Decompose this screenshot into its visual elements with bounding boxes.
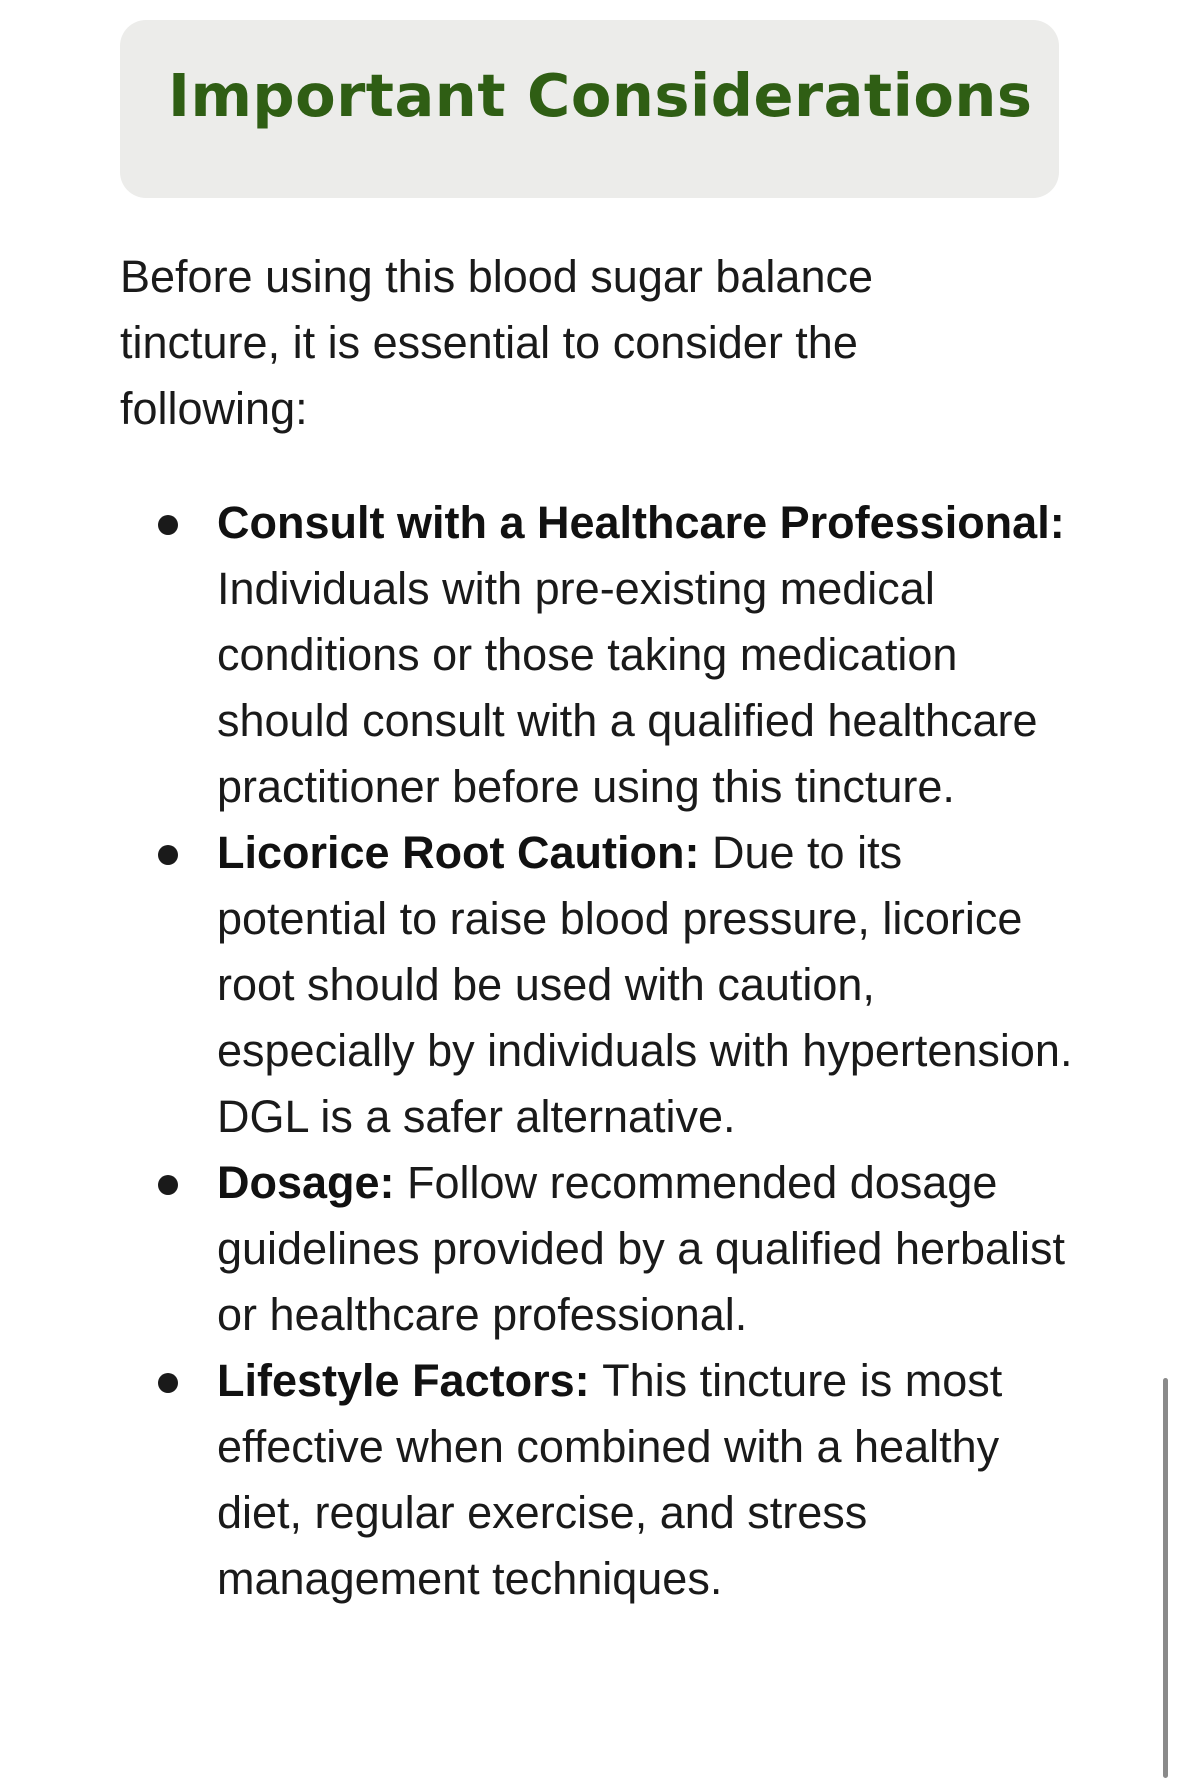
item-term: Lifestyle Factors:: [217, 1355, 603, 1406]
item-description: Due to its potential to raise blood pressure, licorice root should be used with caution, especially by individuals with hypertension. DGL is a safer alternative.: [217, 827, 1073, 1142]
bullet-icon: [158, 515, 178, 535]
item-description: This tincture is most effective when combined with a healthy diet, regular exercise, and stress management techniques.: [217, 1355, 1003, 1604]
bullet-icon: [158, 1373, 178, 1393]
item-term: Dosage:: [217, 1157, 408, 1208]
bullet-icon: [158, 845, 178, 865]
item-term: Licorice Root Caution:: [217, 827, 712, 878]
item-term: Consult with a Healthcare Professional:: [217, 497, 1065, 548]
scrollbar-thumb[interactable]: [1163, 1378, 1168, 1778]
list-item-lifestyle: [120, 1348, 1080, 1612]
item-description: Follow recommended dosage guidelines provided by a qualified herbalist or healthcare professional.: [217, 1157, 1066, 1340]
list-item-licorice: [120, 820, 1080, 1150]
bullet-icon: [158, 1175, 178, 1195]
list-item-dosage: [120, 1150, 1080, 1348]
item-description: Individuals with pre-existing medical conditions or those taking medication should consult with a qualified healthcare practitioner before using this tincture.: [217, 563, 1038, 812]
section-title: Important Considerations: [168, 61, 1033, 130]
list-item-consult: [120, 490, 1080, 820]
section-heading-card: [120, 20, 1059, 198]
intro-paragraph: Before using this blood sugar balance tincture, it is essential to consider the following:: [120, 251, 874, 434]
considerations-list: [120, 490, 1080, 1612]
